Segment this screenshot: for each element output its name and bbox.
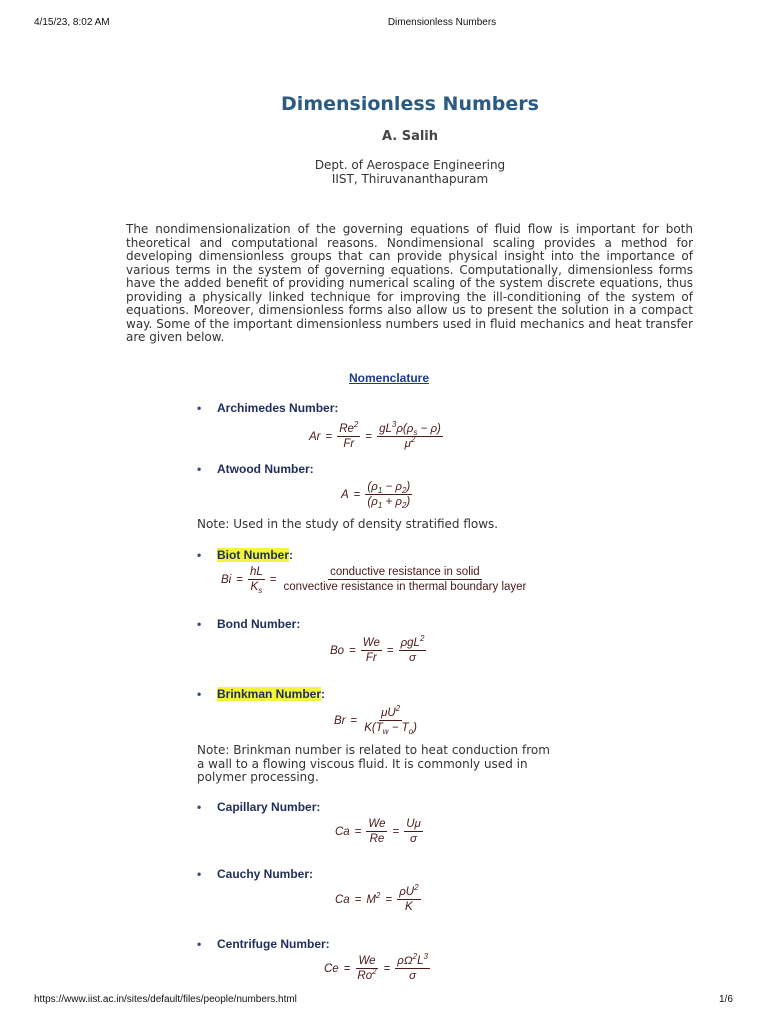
bullet-icon: •	[197, 867, 202, 881]
bullet-icon: •	[197, 548, 202, 562]
equation-archimedes: Ar = $\frac{Re^2}{Fr}$ = $\frac{gL^3\rho(\rho_s - \rho)}{\mu^2}$	[309, 420, 441, 450]
document-author: A. Salih	[381, 129, 439, 144]
item-colon: :	[289, 548, 293, 562]
document-title: Dimensionless Numbers	[281, 93, 539, 115]
list-item-brinkman	[197, 687, 325, 701]
item-label: Archimedes Number:	[217, 401, 339, 415]
list-item-bond	[197, 617, 300, 631]
footer-url: https://www.iist.ac.in/sites/default/files/people/numbers.html	[34, 994, 297, 1005]
note-atwood: Note: Used in the study of density stratified flows.	[197, 517, 499, 531]
item-label: Bond Number:	[217, 617, 301, 631]
list-item-archimedes	[197, 401, 338, 415]
bullet-icon: •	[197, 401, 202, 415]
print-page-title: Dimensionless Numbers	[387, 17, 497, 28]
equation-cauchy: Ca = $M^2$ = $\frac{\rho U^2}{K}$	[335, 883, 419, 913]
item-label: Atwood Number:	[217, 462, 314, 476]
item-colon: :	[321, 687, 326, 701]
intro-paragraph: The nondimensionalization of the governing equations of fluid flow is important for both theoretical and computational reasons. Nondimensional scaling provides a method for developing dimensionless groups that can provide physical insight into the importance of various terms in the system of governing equations. Computationally, dimensionless forms have the added benefit of providing numerical scaling of the system discrete equations, thus providing a physically linked technique for improving the ill-conditioning of the system of equations. Moreover, dimensionless forms also allow us to present the solution in a compact way. Some of the important dimensionless numbers used in fluid mechanics and heat transfer are given below.	[126, 222, 693, 344]
biot-numerator-text: conductive resistance in solid	[330, 566, 480, 578]
equation-atwood: A = $\frac{(\rho_1 - \rho_2)}{(\rho_1 + \rho_2)}$	[341, 481, 411, 510]
equation-capillary: Ca = $\frac{We}{Re}$ = $\frac{U\mu}{\sigma}$	[335, 818, 421, 845]
note-brinkman-line3: polymer processing.	[197, 770, 319, 784]
affiliation-department: Dept. of Aerospace Engineering	[314, 158, 506, 172]
note-brinkman-line1: Note: Brinkman number is related to heat conduction from	[197, 743, 550, 757]
list-item-centrifuge	[197, 937, 330, 951]
bullet-icon: •	[197, 462, 202, 476]
footer-page-number: 1/6	[719, 994, 733, 1005]
item-label: Centrifuge Number:	[217, 937, 330, 951]
note-brinkman-line2: a wall to a flowing viscous fluid. It is commonly used in	[197, 757, 528, 771]
bullet-icon: •	[197, 617, 202, 631]
bullet-icon: •	[197, 687, 202, 701]
equation-biot: Bi = $\frac{hL}{K_s}$ = $\frac{\text{conductive resistance in solid}}{\text{convective resistance in thermal boundary layer}}$	[221, 566, 527, 595]
nomenclature-link[interactable]: Nomenclature	[348, 371, 430, 385]
equation-brinkman: Br = $\frac{\mu U^2}{K(T_w - T_o)}$	[334, 704, 417, 736]
item-label-highlighted: Biot Number	[217, 548, 289, 562]
print-datetime: 4/15/23, 8:02 AM	[34, 17, 110, 28]
biot-denominator-text: convective resistance in thermal boundary layer	[283, 581, 527, 593]
bullet-icon: •	[197, 800, 202, 814]
equation-centrifuge: Ce = $\frac{We}{Ro^2}$ = $\frac{\rho\Omega^2L^3}{\sigma}$	[324, 952, 428, 982]
list-item-atwood	[197, 462, 314, 476]
item-label-highlighted: Brinkman Number	[217, 687, 322, 701]
affiliation-institute: IIST, Thiruvananthapuram	[331, 172, 489, 186]
list-item-cauchy	[197, 867, 313, 881]
list-item-capillary	[197, 800, 320, 814]
bullet-icon: •	[197, 937, 202, 951]
equation-bond: Bo = $\frac{We}{Fr}$ = $\frac{\rho gL^2}{\sigma}$	[330, 634, 425, 664]
item-label: Capillary Number:	[217, 800, 321, 814]
list-item-biot	[197, 548, 293, 562]
item-label: Cauchy Number:	[217, 867, 314, 881]
